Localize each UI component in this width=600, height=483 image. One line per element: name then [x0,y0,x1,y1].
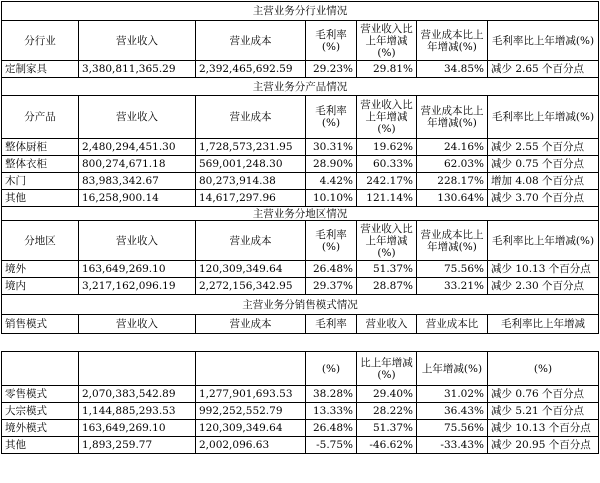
section-title-industry: 主营业务分行业情况 [2,2,599,21]
table-row [2,173,599,190]
header-cell: 毛利率(%) [306,96,357,139]
header-cell: 毛利率比上年增减(%) [488,221,599,261]
cell-cost: 2,272,156,342.95 [196,278,306,295]
cell-revenue-change: 28.87% [357,278,417,295]
subheader-cell [2,352,79,386]
cell-revenue: 163,649,269.10 [79,261,196,278]
cell-cost: 120,309,349.64 [196,420,306,437]
row-label: 整体厨柜 [2,139,79,156]
header-row [2,315,599,334]
cell-margin-change: 减少 20.95 个百分点 [488,437,599,454]
cell-margin: 28.90% [306,156,357,173]
cell-cost-change: 24.16% [417,139,488,156]
header-cell: 营业成本 [196,315,306,334]
section-title-row [2,2,599,21]
header-cell: 营业成本比 [417,315,488,334]
table-row [2,190,599,207]
cell-margin-change: 减少 10.13 个百分点 [488,420,599,437]
cell-margin: 13.33% [306,403,357,420]
header-cell: 营业成本比上年增减(%) [417,21,488,61]
cell-cost: 2,002,096.63 [196,437,306,454]
row-label: 大宗模式 [2,403,79,420]
section-title-sales: 主营业务分销售模式情况 [2,295,599,315]
header-cell: 毛利率(%) [306,21,357,61]
cell-cost-change: 228.17% [417,173,488,190]
cell-cost-change: 75.56% [417,261,488,278]
cell-cost-change: 36.43% [417,403,488,420]
cell-revenue: 3,380,811,365.29 [79,61,196,78]
cell-margin-change: 减少 0.75 个百分点 [488,156,599,173]
cell-revenue-change: 19.62% [357,139,417,156]
cell-margin: 29.37% [306,278,357,295]
row-label: 境外 [2,261,79,278]
cell-margin: 10.10% [306,190,357,207]
header-cell: 营业收入 [357,315,417,334]
row-label: 整体衣柜 [2,156,79,173]
cell-margin: 26.48% [306,420,357,437]
table-row [2,420,599,437]
cell-margin-change: 减少 10.13 个百分点 [488,261,599,278]
header-cell: 毛利率(%) [306,221,357,261]
subheader-cell [196,352,306,386]
row-label: 木门 [2,173,79,190]
cell-revenue: 3,217,162,096.19 [79,278,196,295]
cell-margin: -5.75% [306,437,357,454]
cell-revenue-change: -46.62% [357,437,417,454]
header-cell: 毛利率比上年增减 [488,315,599,334]
cell-revenue: 800,274,671.18 [79,156,196,173]
section-title-region: 主营业务分地区情况 [2,207,599,221]
cell-cost: 992,252,552.79 [196,403,306,420]
cell-cost-change: 31.02% [417,386,488,403]
spacer-row [2,334,599,352]
header-cell: 营业成本 [196,221,306,261]
header-cell: 毛利率比上年增减(%) [488,96,599,139]
subheader-row [2,352,599,386]
cell-revenue-change: 242.17% [357,173,417,190]
cell-revenue: 163,649,269.10 [79,420,196,437]
header-cell: 分行业 [2,21,79,61]
cell-revenue-change: 60.33% [357,156,417,173]
cell-revenue: 83,983,342.67 [79,173,196,190]
cell-revenue: 2,480,294,451.30 [79,139,196,156]
cell-margin-change: 减少 2.30 个百分点 [488,278,599,295]
business-table [1,1,599,454]
row-label: 其他 [2,437,79,454]
cell-margin: 26.48% [306,261,357,278]
cell-revenue: 1,144,885,293.53 [79,403,196,420]
spacer-cell [2,334,599,352]
header-cell: 营业成本 [196,96,306,139]
header-cell: 营业收入比上年增减(%) [357,221,417,261]
subheader-cell: 比上年增减(%) [357,352,417,386]
cell-cost: 1,728,573,231.95 [196,139,306,156]
header-cell: 毛利率 [306,315,357,334]
header-cell: 销售模式 [2,315,79,334]
cell-cost-change: -33.43% [417,437,488,454]
cell-margin-change: 减少 5.21 个百分点 [488,403,599,420]
cell-cost-change: 34.85% [417,61,488,78]
header-row [2,21,599,61]
header-row [2,221,599,261]
cell-revenue-change: 29.81% [357,61,417,78]
row-label: 定制家具 [2,61,79,78]
row-label: 其他 [2,190,79,207]
table-row [2,278,599,295]
cell-margin: 30.31% [306,139,357,156]
subheader-cell: 上年增减(%) [417,352,488,386]
cell-revenue-change: 51.37% [357,420,417,437]
subheader-cell [79,352,196,386]
table-row [2,139,599,156]
subheader-cell: (%) [488,352,599,386]
cell-revenue-change: 29.40% [357,386,417,403]
cell-cost: 2,392,465,692.59 [196,61,306,78]
header-cell: 营业收入 [79,21,196,61]
cell-revenue-change: 121.14% [357,190,417,207]
cell-margin-change: 减少 2.55 个百分点 [488,139,599,156]
header-cell: 分产品 [2,96,79,139]
section-title-row [2,78,599,96]
cell-revenue-change: 28.22% [357,403,417,420]
cell-cost-change: 130.64% [417,190,488,207]
row-label: 境内 [2,278,79,295]
header-cell: 分地区 [2,221,79,261]
section-title-product: 主营业务分产品情况 [2,78,599,96]
row-label: 零售模式 [2,386,79,403]
cell-margin: 29.23% [306,61,357,78]
header-cell: 毛利率比上年增减(%) [488,21,599,61]
cell-revenue: 2,070,383,542.89 [79,386,196,403]
cell-revenue-change: 51.37% [357,261,417,278]
cell-cost: 80,273,914.38 [196,173,306,190]
header-cell: 营业收入比上年增减(%) [357,21,417,61]
cell-margin-change: 减少 2.65 个百分点 [488,61,599,78]
cell-margin: 38.28% [306,386,357,403]
header-cell: 营业成本比上年增减(%) [417,96,488,139]
table-row [2,156,599,173]
cell-margin: 4.42% [306,173,357,190]
section-title-row [2,207,599,221]
cell-cost: 1,277,901,693.53 [196,386,306,403]
header-cell: 营业收入 [79,221,196,261]
cell-revenue: 1,893,259.77 [79,437,196,454]
row-label: 境外模式 [2,420,79,437]
cell-cost: 14,617,297.96 [196,190,306,207]
cell-margin-change: 增加 4.08 个百分点 [488,173,599,190]
cell-cost: 569,001,248.30 [196,156,306,173]
cell-margin-change: 减少 0.76 个百分点 [488,386,599,403]
header-cell: 营业成本比上年增减(%) [417,221,488,261]
header-cell: 营业收入比上年增减(%) [357,96,417,139]
table-row [2,261,599,278]
header-row [2,96,599,139]
header-cell: 营业成本 [196,21,306,61]
cell-cost: 120,309,349.64 [196,261,306,278]
table-row [2,403,599,420]
section-title-row [2,295,599,315]
cell-margin-change: 减少 3.70 个百分点 [488,190,599,207]
cell-revenue: 16,258,900.14 [79,190,196,207]
header-cell: 营业收入 [79,315,196,334]
table-row [2,61,599,78]
table-row [2,437,599,454]
cell-cost-change: 75.56% [417,420,488,437]
cell-cost-change: 62.03% [417,156,488,173]
header-cell: 营业收入 [79,96,196,139]
table-row [2,386,599,403]
subheader-cell: (%) [306,352,357,386]
cell-cost-change: 33.21% [417,278,488,295]
